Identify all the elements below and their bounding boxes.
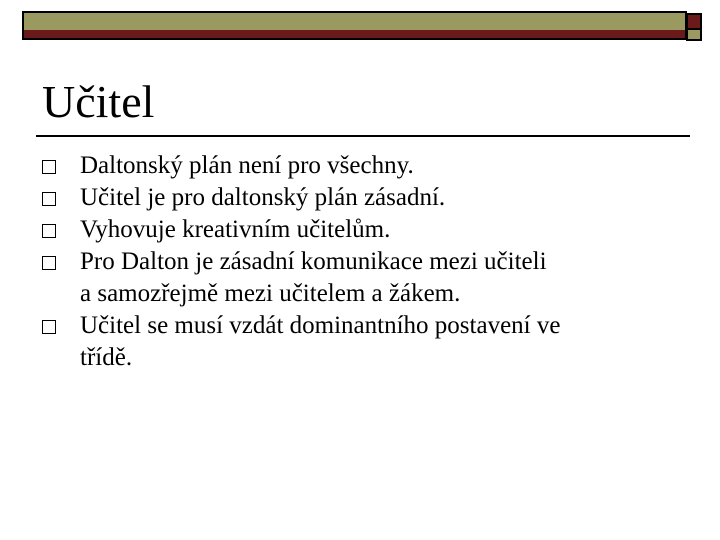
hollow-square-bullet-icon bbox=[42, 256, 56, 270]
bullet-item bbox=[42, 310, 682, 374]
bullet-item bbox=[42, 182, 682, 214]
header-olive-stripe bbox=[24, 13, 685, 30]
bullet-text-line-2: a samozřejmě mezi učitelem a žákem. bbox=[80, 280, 461, 307]
bullet-item bbox=[42, 150, 682, 182]
bullet-text-line-2: třídě. bbox=[80, 344, 133, 371]
hollow-square-bullet-icon bbox=[42, 320, 56, 334]
hollow-square-bullet-icon bbox=[42, 160, 56, 174]
slide-title: Učitel bbox=[42, 76, 155, 127]
bullet-text: Daltonský plán není pro všechny. bbox=[80, 152, 414, 179]
hollow-square-bullet-icon bbox=[42, 192, 56, 206]
bullet-item bbox=[42, 214, 682, 246]
bullet-list bbox=[42, 150, 682, 374]
title-underline bbox=[36, 135, 690, 137]
corner-decor-square-bottom bbox=[686, 28, 702, 41]
header-decor-bar bbox=[22, 11, 687, 40]
header-maroon-stripe bbox=[24, 30, 685, 38]
bullet-item bbox=[42, 246, 682, 310]
bullet-text-line-1: Učitel se musí vzdát dominantního postavení ve bbox=[80, 312, 561, 339]
bullet-text-line-1: Pro Dalton je zásadní komunikace mezi učiteli bbox=[80, 248, 547, 275]
bullet-text: Vyhovuje kreativním učitelům. bbox=[80, 216, 391, 243]
hollow-square-bullet-icon bbox=[42, 224, 56, 238]
bullet-text: Učitel je pro daltonský plán zásadní. bbox=[80, 184, 446, 211]
